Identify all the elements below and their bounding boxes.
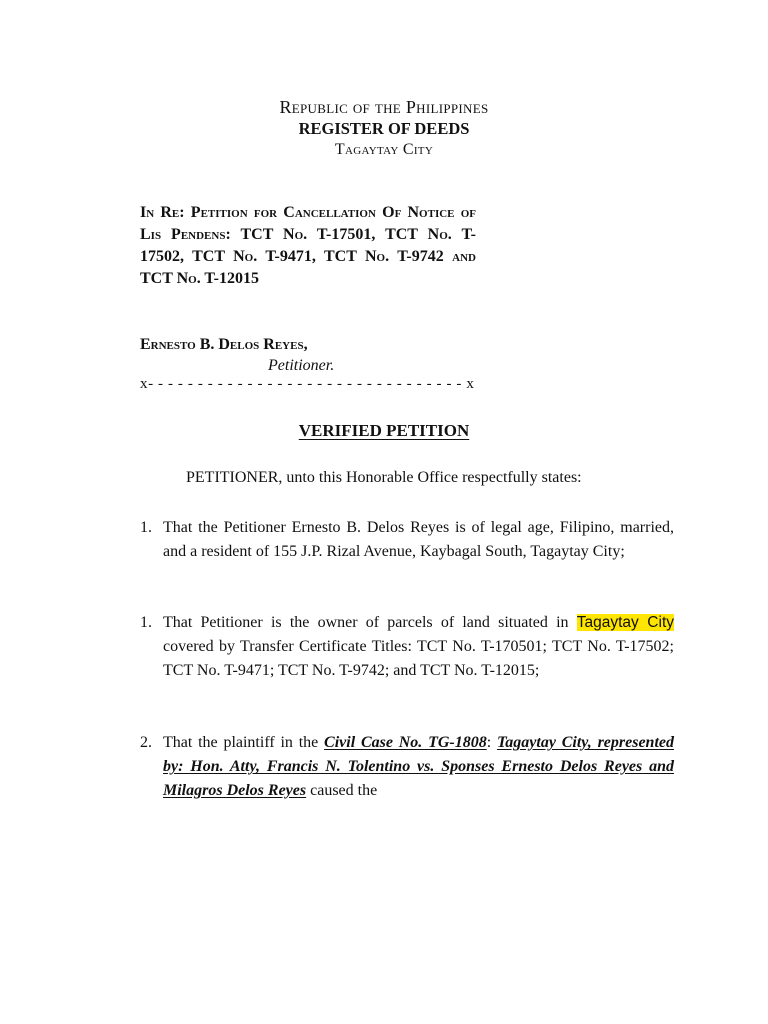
paragraph-number: 2. bbox=[140, 734, 152, 751]
petitioner-role: Petitioner. bbox=[268, 357, 335, 374]
civil-case-title: Tagaytay City, represented by: Hon. Atty, Francis N. Tolentino vs. Sponses Ernesto Delos Reyes and Milagros Delos Reyes bbox=[163, 734, 674, 799]
header-city: Tagaytay City bbox=[334, 141, 434, 158]
paragraph-text bbox=[163, 611, 674, 683]
numbered-paragraph bbox=[140, 731, 674, 803]
document-title-text: VERIFIED PETITION bbox=[298, 421, 470, 440]
paragraph-text-start: That Petitioner is the owner of parcels of land situated in bbox=[163, 614, 577, 631]
case-separator: : bbox=[486, 734, 497, 751]
civil-case-number: Civil Case No. TG-1808 bbox=[324, 734, 487, 751]
paragraph-text: That the Petitioner Ernesto B. Delos Reyes is of legal age, Filipino, married, and a resident of 155 J.P. Rizal Avenue, Kaybagal South, Tagaytay City; bbox=[163, 519, 674, 560]
paragraph-text-start: That the plaintiff in the bbox=[163, 734, 325, 751]
paragraph-text bbox=[163, 731, 674, 803]
header-republic: Republic of the Philippines bbox=[279, 97, 489, 117]
paragraph-number: 1. bbox=[140, 614, 152, 631]
paragraph-text-end: caused the bbox=[306, 782, 378, 799]
document-title bbox=[0, 421, 768, 441]
numbered-paragraph bbox=[140, 611, 674, 683]
paragraph-number: 1. bbox=[140, 519, 152, 536]
petitioner-name: Ernesto B. Delos Reyes, bbox=[140, 336, 308, 353]
header-register-of-deeds: REGISTER OF DEEDS bbox=[298, 119, 470, 138]
case-caption: In Re: Petition for Cancellation Of Notice of Lis Pendens: TCT No. T-17501, TCT No. T-17502, TCT No. T-9471, TCT No. T-9742 and TCT No. T-12015 bbox=[140, 204, 476, 287]
intro-paragraph: PETITIONER, unto this Honorable Office respectfully states: bbox=[186, 469, 582, 486]
caption-separator: x- - - - - - - - - - - - - - - - - - - - - - - - - - - - - - - - x bbox=[140, 376, 475, 392]
numbered-paragraph bbox=[140, 516, 674, 564]
paragraph-text-end: covered by Transfer Certificate Titles: TCT No. T-170501; TCT No. T-17502; TCT No. T-9471; TCT No. T-9742; and TCT No. T-12015; bbox=[163, 638, 674, 679]
highlighted-text: Tagaytay City bbox=[576, 614, 674, 631]
